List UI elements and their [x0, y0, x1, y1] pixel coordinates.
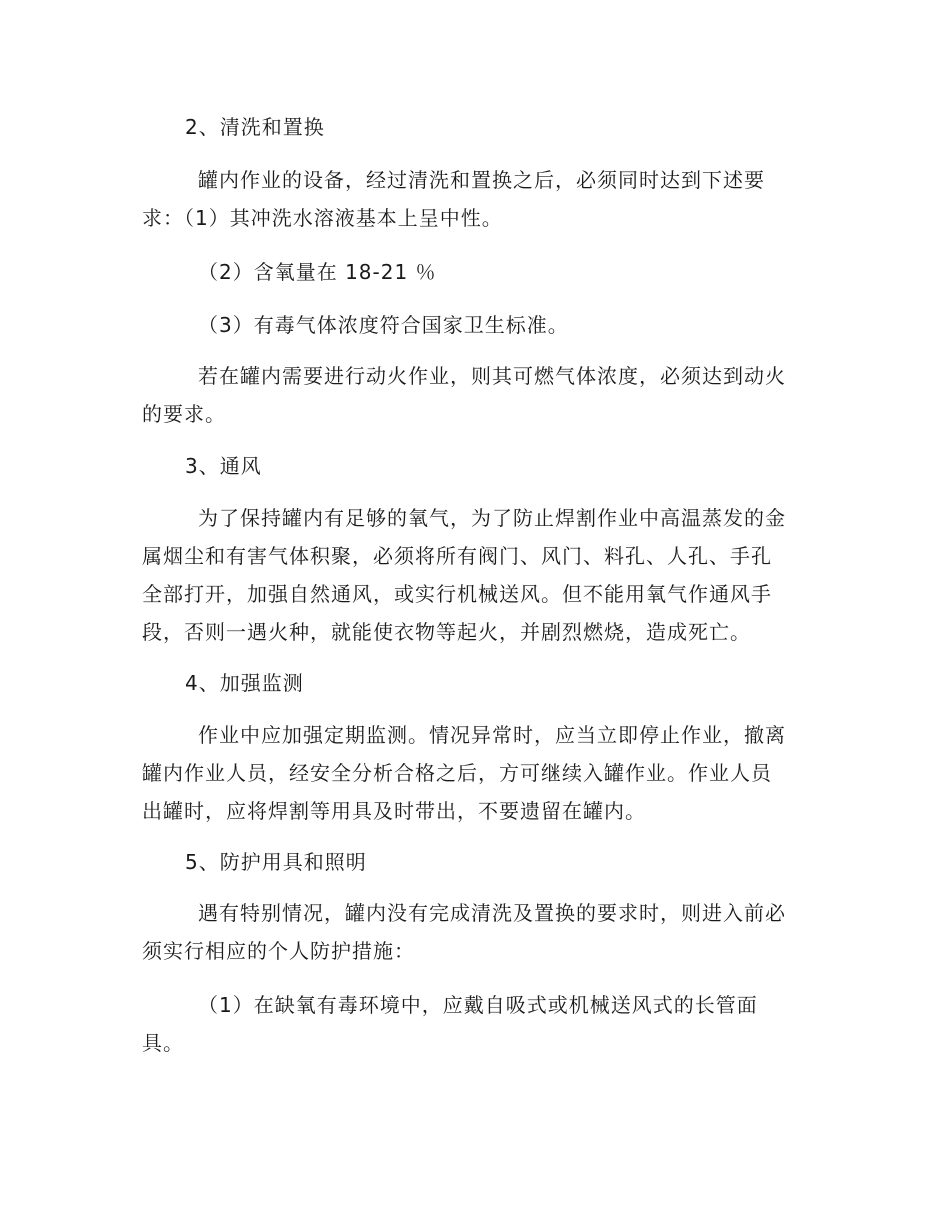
paragraph-line: 罐内作业人员，经安全分析合格之后，方可继续入罐作业。作业人员 [142, 761, 772, 785]
paragraph-line: 遇有特别情况，罐内没有完成清洗及置换的要求时，则进入前必 [198, 901, 786, 925]
paragraph-line: 须实行相应的个人防护措施： [142, 939, 415, 963]
paragraph-line: 段，否则一遇火种，就能使衣物等起火，并剧烈燃烧，造成死亡。 [142, 620, 751, 644]
paragraph-line: 作业中应加强定期监测。情况异常时，应当立即停止作业，撤离 [198, 723, 786, 747]
list-item: （1）在缺氧有毒环境中，应戴自吸式或机械送风式的长管面 [198, 993, 758, 1017]
section-heading-cleaning: 2、清洗和置换 [185, 115, 325, 139]
paragraph-line: 全部打开，加强自然通风，或实行机械送风。但不能用氧气作通风手 [142, 582, 772, 606]
paragraph-line: 罐内作业的设备，经过清洗和置换之后，必须同时达到下述要 [198, 168, 765, 192]
paragraph-line: 属烟尘和有害气体积聚，必须将所有阀门、风门、料孔、人孔、手孔 [142, 544, 772, 568]
paragraph-line: 出罐时，应将焊割等用具及时带出，不要遗留在罐内。 [142, 799, 646, 823]
paragraph-line: 为了保持罐内有足够的氧气，为了防止焊割作业中高温蒸发的金 [198, 506, 786, 530]
section-heading-protection: 5、防护用具和照明 [185, 850, 367, 874]
section-heading-ventilation: 3、通风 [185, 454, 262, 478]
list-item-continuation: 具。 [142, 1031, 184, 1055]
list-item: （3）有毒气体浓度符合国家卫生标准。 [198, 313, 569, 337]
paragraph-line: 的要求。 [142, 402, 226, 426]
paragraph-line: 若在罐内需要进行动火作业，则其可燃气体浓度，必须达到动火 [198, 364, 786, 388]
list-item: （2）含氧量在 18-21 ％ [198, 260, 437, 284]
section-heading-monitoring: 4、加强监测 [185, 671, 304, 695]
paragraph-line: 求：（1）其冲洗水溶液基本上呈中性。 [142, 206, 503, 230]
